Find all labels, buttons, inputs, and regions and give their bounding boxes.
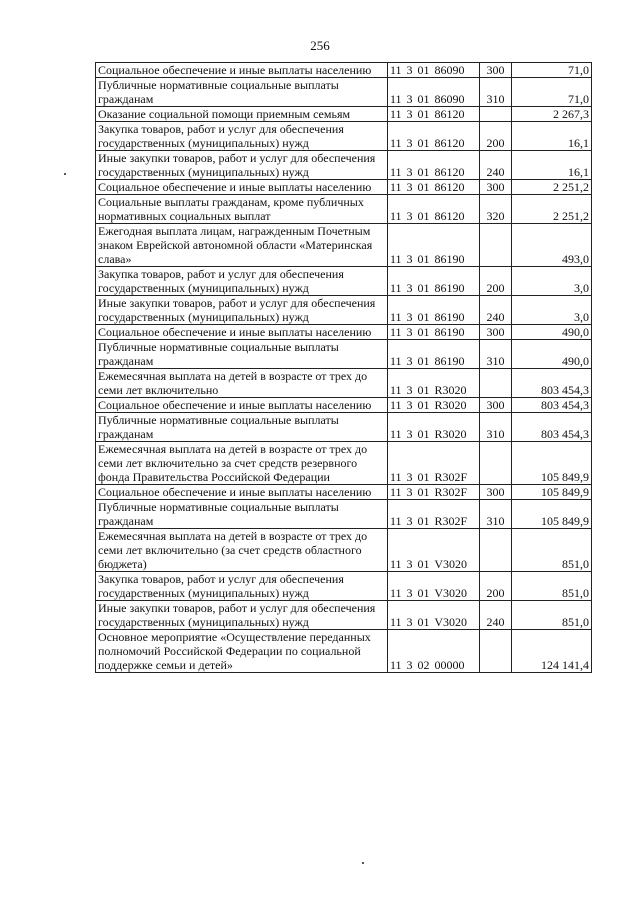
row-name: Закупка товаров, работ и услуг для обеспечения государственных (муниципальных) нужд: [96, 122, 388, 151]
table-row: [96, 224, 592, 267]
row-code: 11 3 01 86090: [388, 63, 480, 78]
row-code: 11 3 01 86190: [388, 340, 480, 369]
row-vr: 200: [480, 267, 512, 296]
row-code: 11 3 01 R3020: [388, 413, 480, 442]
row-code: 11 3 01 V3020: [388, 572, 480, 601]
row-vr: 310: [480, 340, 512, 369]
row-vr: 300: [480, 63, 512, 78]
row-sum: 851,0: [512, 572, 592, 601]
row-vr: 310: [480, 500, 512, 529]
row-name: Публичные нормативные социальные выплаты гражданам: [96, 500, 388, 529]
row-code: 11 3 01 86090: [388, 78, 480, 107]
page-number: 256: [310, 38, 330, 53]
row-vr: 320: [480, 195, 512, 224]
row-vr: 300: [480, 485, 512, 500]
scan-speck: [64, 173, 66, 175]
row-name: Иные закупки товаров, работ и услуг для обеспечения государственных (муниципальных) нужд: [96, 601, 388, 630]
row-name: Иные закупки товаров, работ и услуг для обеспечения государственных (муниципальных) нужд: [96, 296, 388, 325]
row-name: Публичные нормативные социальные выплаты гражданам: [96, 340, 388, 369]
row-vr: 300: [480, 325, 512, 340]
row-name: Закупка товаров, работ и услуг для обеспечения государственных (муниципальных) нужд: [96, 572, 388, 601]
row-vr: [480, 630, 512, 673]
row-code: 11 3 01 R302F: [388, 442, 480, 485]
row-code: 11 3 01 R3020: [388, 369, 480, 398]
table-row: [96, 63, 592, 78]
scan-speck: [362, 862, 364, 864]
row-code: 11 3 01 86190: [388, 267, 480, 296]
row-vr: [480, 529, 512, 572]
row-sum: 105 849,9: [512, 485, 592, 500]
row-vr: [480, 369, 512, 398]
row-sum: 16,1: [512, 122, 592, 151]
row-vr: 310: [480, 413, 512, 442]
row-sum: 803 454,3: [512, 413, 592, 442]
table-row: [96, 442, 592, 485]
row-name: Публичные нормативные социальные выплаты гражданам: [96, 78, 388, 107]
row-code: 11 3 01 V3020: [388, 529, 480, 572]
row-name: Основное мероприятие «Осуществление переданных полномочий Российской Федерации по социальной поддержке семьи и детей»: [96, 630, 388, 673]
row-code: 11 3 02 00000: [388, 630, 480, 673]
row-sum: 2 251,2: [512, 195, 592, 224]
row-sum: 803 454,3: [512, 369, 592, 398]
row-sum: 3,0: [512, 296, 592, 325]
table-row: [96, 398, 592, 413]
table-row: [96, 195, 592, 224]
row-name: Социальное обеспечение и иные выплаты населению: [96, 180, 388, 195]
row-vr: 200: [480, 572, 512, 601]
row-name: Ежемесячная выплата на детей в возрасте от трех до семи лет включительно за счет средств резервного фонда Правительства Российской Федерации: [96, 442, 388, 485]
table-row: [96, 601, 592, 630]
row-code: 11 3 01 86120: [388, 180, 480, 195]
table-row: [96, 630, 592, 673]
table-row: [96, 369, 592, 398]
row-sum: 2 267,3: [512, 107, 592, 122]
table-row: [96, 572, 592, 601]
row-sum: 3,0: [512, 267, 592, 296]
row-sum: 124 141,4: [512, 630, 592, 673]
table-row: [96, 529, 592, 572]
table-row: [96, 340, 592, 369]
row-name: Закупка товаров, работ и услуг для обеспечения государственных (муниципальных) нужд: [96, 267, 388, 296]
table-row: [96, 413, 592, 442]
table-row: [96, 485, 592, 500]
table-row: [96, 122, 592, 151]
table-row: [96, 107, 592, 122]
row-vr: 240: [480, 601, 512, 630]
row-name: Иные закупки товаров, работ и услуг для обеспечения государственных (муниципальных) нужд: [96, 151, 388, 180]
table-row: [96, 267, 592, 296]
row-name: Социальное обеспечение и иные выплаты населению: [96, 398, 388, 413]
row-vr: 200: [480, 122, 512, 151]
table-row: [96, 180, 592, 195]
row-vr: 300: [480, 398, 512, 413]
row-name: Социальное обеспечение и иные выплаты населению: [96, 63, 388, 78]
row-sum: 490,0: [512, 340, 592, 369]
row-sum: 851,0: [512, 601, 592, 630]
row-sum: 490,0: [512, 325, 592, 340]
row-vr: [480, 442, 512, 485]
row-vr: 310: [480, 78, 512, 107]
table-row: [96, 78, 592, 107]
row-sum: 71,0: [512, 78, 592, 107]
row-name: Оказание социальной помощи приемным семьям: [96, 107, 388, 122]
row-code: 11 3 01 V3020: [388, 601, 480, 630]
row-name: Публичные нормативные социальные выплаты гражданам: [96, 413, 388, 442]
row-name: Ежегодная выплата лицам, награжденным Почетным знаком Еврейской автономной области «Материнская слава»: [96, 224, 388, 267]
row-code: 11 3 01 86190: [388, 325, 480, 340]
table-row: [96, 151, 592, 180]
row-sum: 851,0: [512, 529, 592, 572]
budget-table-body: [96, 63, 592, 673]
row-vr: [480, 224, 512, 267]
row-name: Социальное обеспечение и иные выплаты населению: [96, 485, 388, 500]
table-row: [96, 325, 592, 340]
row-code: 11 3 01 86190: [388, 296, 480, 325]
row-code: 11 3 01 R3020: [388, 398, 480, 413]
row-code: 11 3 01 86120: [388, 151, 480, 180]
row-code: 11 3 01 86120: [388, 122, 480, 151]
row-sum: 71,0: [512, 63, 592, 78]
row-sum: 105 849,9: [512, 500, 592, 529]
row-name: Ежемесячная выплата на детей в возрасте от трех до семи лет включительно: [96, 369, 388, 398]
row-vr: 300: [480, 180, 512, 195]
row-vr: [480, 107, 512, 122]
row-sum: 803 454,3: [512, 398, 592, 413]
row-sum: 2 251,2: [512, 180, 592, 195]
row-name: Ежемесячная выплата на детей в возрасте от трех до семи лет включительно (за счет средств областного бюджета): [96, 529, 388, 572]
table-row: [96, 296, 592, 325]
row-sum: 493,0: [512, 224, 592, 267]
row-code: 11 3 01 R302F: [388, 485, 480, 500]
row-code: 11 3 01 86120: [388, 195, 480, 224]
row-vr: 240: [480, 296, 512, 325]
row-vr: 240: [480, 151, 512, 180]
row-sum: 16,1: [512, 151, 592, 180]
row-code: 11 3 01 86190: [388, 224, 480, 267]
row-name: Социальное обеспечение и иные выплаты населению: [96, 325, 388, 340]
row-name: Социальные выплаты гражданам, кроме публичных нормативных социальных выплат: [96, 195, 388, 224]
table-row: [96, 500, 592, 529]
row-sum: 105 849,9: [512, 442, 592, 485]
row-code: 11 3 01 R302F: [388, 500, 480, 529]
row-code: 11 3 01 86120: [388, 107, 480, 122]
budget-table: [95, 62, 592, 673]
